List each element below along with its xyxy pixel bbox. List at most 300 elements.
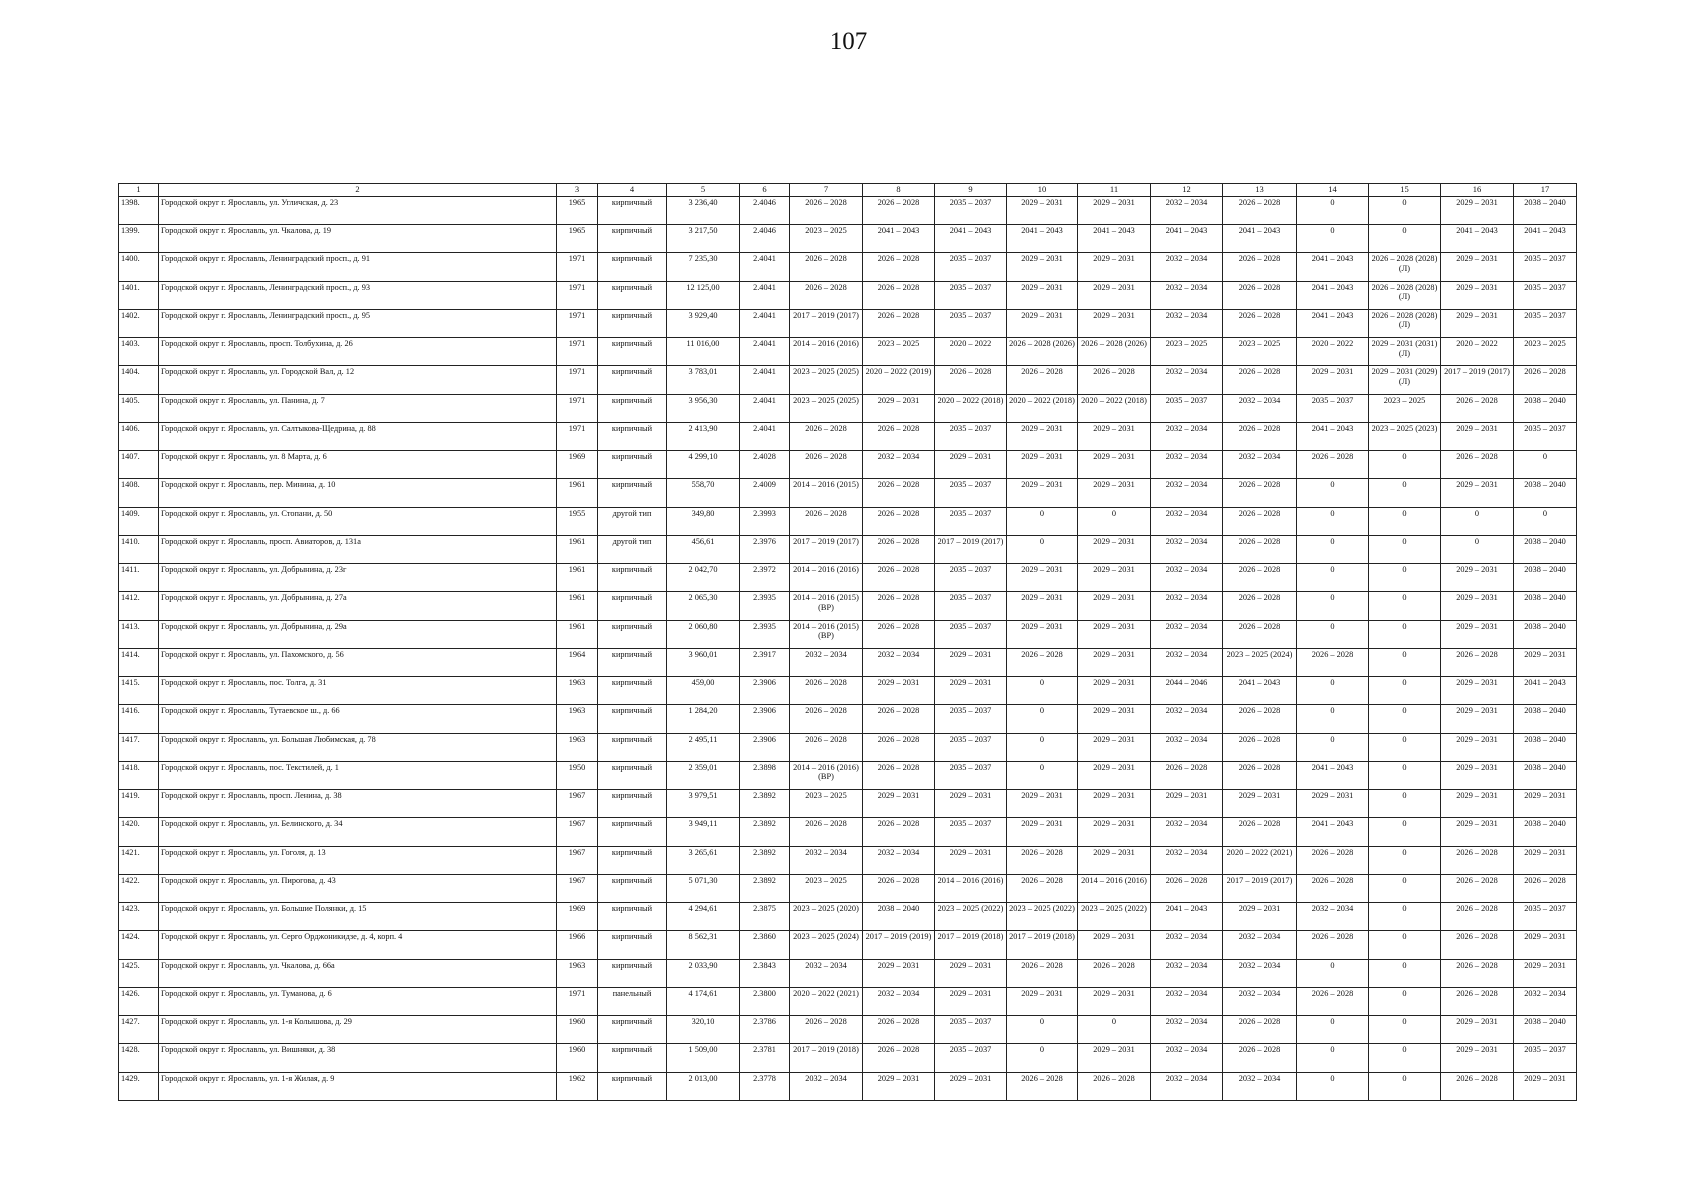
table-cell: 2026 – 2028 xyxy=(1223,620,1297,648)
table-cell: 2032 – 2034 xyxy=(863,451,935,479)
table-cell: 2029 – 2031 (2031) (Л) xyxy=(1369,338,1441,366)
table-cell: 2032 – 2034 xyxy=(1151,733,1223,761)
column-header: 12 xyxy=(1151,184,1223,197)
table-cell: 2026 – 2028 (2026) xyxy=(1078,338,1151,366)
table-cell: 2026 – 2028 xyxy=(1007,648,1078,676)
table-cell: кирпичный xyxy=(598,281,667,309)
table-cell: 2026 – 2028 xyxy=(863,874,935,902)
table-cell: 1963 xyxy=(557,733,598,761)
table-cell: 2032 – 2034 xyxy=(1151,846,1223,874)
table-cell: 1967 xyxy=(557,874,598,902)
table-row xyxy=(119,677,1577,705)
table-cell: 2029 – 2031 xyxy=(1078,818,1151,846)
table-cell: Городской округ г. Ярославль, ул. 1-я Колышова, д. 29 xyxy=(159,1016,557,1044)
table-cell: 2029 – 2031 xyxy=(1078,1044,1151,1072)
table-cell: 2032 – 2034 xyxy=(1151,648,1223,676)
column-header: 2 xyxy=(159,184,557,197)
table-cell: 2026 – 2028 xyxy=(1297,987,1369,1015)
table-cell: 1428. xyxy=(119,1044,159,1072)
table-cell: 2026 – 2028 xyxy=(935,366,1007,394)
table-cell: Городской округ г. Ярославль, пер. Минина, д. 10 xyxy=(159,479,557,507)
table-cell: другой тип xyxy=(598,507,667,535)
column-header: 4 xyxy=(598,184,667,197)
table-cell: 2026 – 2028 xyxy=(1441,451,1514,479)
table-cell: 2026 – 2028 xyxy=(1223,281,1297,309)
table-cell: 2026 – 2028 xyxy=(863,761,935,789)
table-cell: 0 xyxy=(1297,479,1369,507)
table-cell: 2029 – 2031 xyxy=(1007,818,1078,846)
table-cell: Городской округ г. Ярославль, просп. Толбухина, д. 26 xyxy=(159,338,557,366)
table-cell: 0 xyxy=(1441,507,1514,535)
table-cell: 3 236,40 xyxy=(667,196,740,224)
table-cell: кирпичный xyxy=(598,790,667,818)
table-cell: 2032 – 2034 xyxy=(1223,987,1297,1015)
table-cell: кирпичный xyxy=(598,225,667,253)
table-cell: 0 xyxy=(1369,1072,1441,1100)
table-cell: 2026 – 2028 xyxy=(1007,874,1078,902)
table-cell: 0 xyxy=(1007,1044,1078,1072)
table-cell: 0 xyxy=(1078,1016,1151,1044)
table-cell: 2026 – 2028 xyxy=(790,253,863,281)
table-cell: 2032 – 2034 xyxy=(1151,987,1223,1015)
table-cell: 2029 – 2031 xyxy=(1514,648,1577,676)
table-cell: 0 xyxy=(1297,677,1369,705)
table-cell: 2038 – 2040 xyxy=(1514,564,1577,592)
column-header: 9 xyxy=(935,184,1007,197)
table-cell: 0 xyxy=(1297,535,1369,563)
table-row xyxy=(119,1072,1577,1100)
table-cell: 0 xyxy=(1007,761,1078,789)
table-cell: 2026 – 2028 xyxy=(863,507,935,535)
table-cell: кирпичный xyxy=(598,620,667,648)
table-cell: 0 xyxy=(1369,535,1441,563)
table-cell: Городской округ г. Ярославль, ул. Добрынина, д. 23г xyxy=(159,564,557,592)
table-cell: 0 xyxy=(1369,564,1441,592)
table-cell: 0 xyxy=(1369,451,1441,479)
table-cell: 2023 – 2025 (2024) xyxy=(1223,648,1297,676)
table-cell: 2026 – 2028 xyxy=(1078,959,1151,987)
column-header: 15 xyxy=(1369,184,1441,197)
table-cell: 2029 – 2031 xyxy=(863,1072,935,1100)
table-cell: 2.3875 xyxy=(740,903,790,931)
table-cell: 2023 – 2025 xyxy=(1369,394,1441,422)
table-cell: 2026 – 2028 xyxy=(863,733,935,761)
table-cell: 3 783,01 xyxy=(667,366,740,394)
table-cell: 2029 – 2031 xyxy=(1441,564,1514,592)
table-cell: 2026 – 2028 xyxy=(1007,1072,1078,1100)
table-cell: 2 060,80 xyxy=(667,620,740,648)
table-cell: 2035 – 2037 xyxy=(935,818,1007,846)
table-cell: 2038 – 2040 xyxy=(1514,196,1577,224)
table-cell: 2029 – 2031 xyxy=(1441,253,1514,281)
table-cell: кирпичный xyxy=(598,733,667,761)
table-cell: 2041 – 2043 xyxy=(935,225,1007,253)
table-cell: 2026 – 2028 xyxy=(1223,366,1297,394)
table-cell: 2.4041 xyxy=(740,338,790,366)
table-cell: Городской округ г. Ярославль, ул. 1-я Жилая, д. 9 xyxy=(159,1072,557,1100)
table-cell: 2.3976 xyxy=(740,535,790,563)
table-cell: 1961 xyxy=(557,564,598,592)
table-cell: 2017 – 2019 (2017) xyxy=(1223,874,1297,902)
table-cell: 2.4028 xyxy=(740,451,790,479)
table-cell: кирпичный xyxy=(598,874,667,902)
table-cell: 2017 – 2019 (2018) xyxy=(790,1044,863,1072)
table-cell: Городской округ г. Ярославль, ул. 8 Марта, д. 6 xyxy=(159,451,557,479)
table-cell: 2.4041 xyxy=(740,281,790,309)
table-cell: 1966 xyxy=(557,931,598,959)
table-cell: 2035 – 2037 xyxy=(935,479,1007,507)
table-cell: 2026 – 2028 xyxy=(1441,874,1514,902)
table-cell: 2.3800 xyxy=(740,987,790,1015)
column-header: 7 xyxy=(790,184,863,197)
column-header: 14 xyxy=(1297,184,1369,197)
table-cell: Городской округ г. Ярославль, Ленинградский просп., д. 91 xyxy=(159,253,557,281)
table-cell: 2035 – 2037 xyxy=(935,592,1007,620)
table-cell: панельный xyxy=(598,987,667,1015)
table-cell: 1963 xyxy=(557,677,598,705)
table-cell: 2032 – 2034 xyxy=(1151,479,1223,507)
table-cell: 2029 – 2031 xyxy=(1078,309,1151,337)
table-cell: кирпичный xyxy=(598,903,667,931)
table-cell: 2026 – 2028 xyxy=(1441,648,1514,676)
table-cell: 2029 – 2031 (2029) (Л) xyxy=(1369,366,1441,394)
table-cell: 1399. xyxy=(119,225,159,253)
table-cell: 2026 – 2028 xyxy=(790,705,863,733)
table-cell: 2029 – 2031 xyxy=(1441,790,1514,818)
table-cell: 2026 – 2028 xyxy=(863,535,935,563)
table-cell: 2026 – 2028 xyxy=(863,281,935,309)
table-cell: 2029 – 2031 xyxy=(1078,677,1151,705)
table-cell: 2026 – 2028 xyxy=(790,281,863,309)
table-cell: 2029 – 2031 xyxy=(1078,987,1151,1015)
table-cell: 1971 xyxy=(557,281,598,309)
table-cell: 2029 – 2031 xyxy=(1441,592,1514,620)
table-cell: 2032 – 2034 xyxy=(790,1072,863,1100)
table-cell: 2029 – 2031 xyxy=(1078,592,1151,620)
table-cell: 2032 – 2034 xyxy=(790,846,863,874)
table-cell: 1969 xyxy=(557,903,598,931)
table-cell: 2041 – 2043 xyxy=(1078,225,1151,253)
table-cell: 2044 – 2046 xyxy=(1151,677,1223,705)
table-cell: 2035 – 2037 xyxy=(1514,1044,1577,1072)
table-cell: кирпичный xyxy=(598,677,667,705)
table-row xyxy=(119,507,1577,535)
table-cell: 0 xyxy=(1297,564,1369,592)
table-cell: 0 xyxy=(1297,196,1369,224)
table-cell: 2032 – 2034 xyxy=(863,846,935,874)
table-cell: 1971 xyxy=(557,394,598,422)
table-cell: 2038 – 2040 xyxy=(1514,705,1577,733)
table-cell: кирпичный xyxy=(598,564,667,592)
table-cell: 0 xyxy=(1369,846,1441,874)
table-cell: 2026 – 2028 xyxy=(863,705,935,733)
table-cell: 0 xyxy=(1007,733,1078,761)
table-cell: 2035 – 2037 xyxy=(935,281,1007,309)
table-cell: 2026 – 2028 xyxy=(1223,1044,1297,1072)
table-cell: 0 xyxy=(1369,790,1441,818)
table-cell: 2029 – 2031 xyxy=(1007,196,1078,224)
table-cell: 2035 – 2037 xyxy=(935,1044,1007,1072)
table-cell: Городской округ г. Ярославль, Ленинградский просп., д. 93 xyxy=(159,281,557,309)
table-cell: 0 xyxy=(1369,761,1441,789)
table-cell: 1421. xyxy=(119,846,159,874)
table-cell: 2014 – 2016 (2016) xyxy=(790,338,863,366)
table-cell: 2029 – 2031 xyxy=(935,987,1007,1015)
table-cell: 2032 – 2034 xyxy=(1151,535,1223,563)
table-cell: Городской округ г. Ярославль, ул. Серго Орджоникидзе, д. 4, корп. 4 xyxy=(159,931,557,959)
table-cell: 2032 – 2034 xyxy=(1151,620,1223,648)
table-cell: 2032 – 2034 xyxy=(790,648,863,676)
table-cell: Городской округ г. Ярославль, ул. Большие Полянки, д. 15 xyxy=(159,903,557,931)
column-header: 16 xyxy=(1441,184,1514,197)
table-cell: кирпичный xyxy=(598,818,667,846)
table-cell: 0 xyxy=(1369,987,1441,1015)
table-cell: 2038 – 2040 xyxy=(1514,535,1577,563)
table-cell: 2026 – 2028 xyxy=(863,564,935,592)
table-cell: 2029 – 2031 xyxy=(1078,846,1151,874)
table-cell: 2.3843 xyxy=(740,959,790,987)
table-cell: 2029 – 2031 xyxy=(1078,281,1151,309)
table-cell: 2026 – 2028 xyxy=(863,1044,935,1072)
table-cell: 2032 – 2034 xyxy=(1151,705,1223,733)
table-cell: 2029 – 2031 xyxy=(1007,451,1078,479)
table-cell: 2029 – 2031 xyxy=(1007,790,1078,818)
table-cell: 1 284,20 xyxy=(667,705,740,733)
table-cell: 2038 – 2040 xyxy=(1514,479,1577,507)
table-cell: 2026 – 2028 xyxy=(790,507,863,535)
table-cell: 2035 – 2037 xyxy=(935,507,1007,535)
table-cell: 2032 – 2034 xyxy=(1514,987,1577,1015)
table-cell: 2020 – 2022 (2018) xyxy=(1007,394,1078,422)
table-cell: 2029 – 2031 xyxy=(1078,790,1151,818)
table-cell: 0 xyxy=(1007,535,1078,563)
table-cell: 2032 – 2034 xyxy=(1151,281,1223,309)
table-row xyxy=(119,903,1577,931)
table-cell: 2029 – 2031 xyxy=(863,959,935,987)
table-cell: 2026 – 2028 xyxy=(1297,931,1369,959)
table-row xyxy=(119,394,1577,422)
table-cell: 2026 – 2028 xyxy=(1441,1072,1514,1100)
table-cell: 2026 – 2028 xyxy=(1223,705,1297,733)
table-cell: 2.3972 xyxy=(740,564,790,592)
table-row xyxy=(119,874,1577,902)
table-cell: 2029 – 2031 xyxy=(1007,253,1078,281)
table-row xyxy=(119,1016,1577,1044)
table-cell: 2032 – 2034 xyxy=(1151,931,1223,959)
table-cell: 2.3906 xyxy=(740,705,790,733)
table-cell: 0 xyxy=(1514,507,1577,535)
table-cell: 2032 – 2034 xyxy=(1151,451,1223,479)
table-cell: 0 xyxy=(1369,818,1441,846)
table-cell: 1412. xyxy=(119,592,159,620)
table-cell: 0 xyxy=(1514,451,1577,479)
table-cell: 2035 – 2037 xyxy=(935,253,1007,281)
table-cell: 0 xyxy=(1007,677,1078,705)
table-cell: Городской округ г. Ярославль, ул. Чкалова, д. 19 xyxy=(159,225,557,253)
table-cell: 2.4041 xyxy=(740,309,790,337)
table-cell: 2026 – 2028 xyxy=(790,451,863,479)
table-row xyxy=(119,366,1577,394)
table-cell: 2026 – 2028 xyxy=(1223,592,1297,620)
table-cell: 12 125,00 xyxy=(667,281,740,309)
table-cell: 0 xyxy=(1369,959,1441,987)
table-cell: 2020 – 2022 (2021) xyxy=(1223,846,1297,874)
table-cell: 2029 – 2031 xyxy=(935,451,1007,479)
table-cell: 1960 xyxy=(557,1044,598,1072)
table-cell: 1400. xyxy=(119,253,159,281)
table-cell: 2023 – 2025 xyxy=(1223,338,1297,366)
table-cell: 3 265,61 xyxy=(667,846,740,874)
table-cell: 2026 – 2028 xyxy=(863,422,935,450)
table-cell: 2029 – 2031 xyxy=(1223,790,1297,818)
table-cell: Городской округ г. Ярославль, ул. Белинского, д. 34 xyxy=(159,818,557,846)
table-cell: 2026 – 2028 xyxy=(1223,818,1297,846)
table-cell: 2026 – 2028 xyxy=(1223,309,1297,337)
table-cell: кирпичный xyxy=(598,846,667,874)
table-cell: 2032 – 2034 xyxy=(1151,1016,1223,1044)
table-cell: 2014 – 2016 (2015) xyxy=(790,479,863,507)
table-cell: Городской округ г. Ярославль, ул. Вишняки, д. 38 xyxy=(159,1044,557,1072)
table-cell: 2023 – 2025 xyxy=(790,790,863,818)
table-cell: 1426. xyxy=(119,987,159,1015)
table-row xyxy=(119,733,1577,761)
table-cell: 1413. xyxy=(119,620,159,648)
table-row xyxy=(119,338,1577,366)
table-cell: 2026 – 2028 xyxy=(1078,366,1151,394)
table-cell: 349,80 xyxy=(667,507,740,535)
table-cell: 1971 xyxy=(557,422,598,450)
table-cell: 1425. xyxy=(119,959,159,987)
table-row xyxy=(119,281,1577,309)
column-header: 5 xyxy=(667,184,740,197)
column-header: 17 xyxy=(1514,184,1577,197)
table-cell: 2029 – 2031 xyxy=(1078,451,1151,479)
table-cell: 2026 – 2028 xyxy=(1441,394,1514,422)
table-cell: 2029 – 2031 xyxy=(1078,761,1151,789)
table-cell: 459,00 xyxy=(667,677,740,705)
table-cell: 2.3778 xyxy=(740,1072,790,1100)
table-cell: 2 413,90 xyxy=(667,422,740,450)
table-cell: 2035 – 2037 xyxy=(1514,309,1577,337)
table-cell: 2.3906 xyxy=(740,677,790,705)
table-cell: Городской округ г. Ярославль, ул. Пахомского, д. 56 xyxy=(159,648,557,676)
table-cell: 2035 – 2037 xyxy=(935,1016,1007,1044)
table-cell: 0 xyxy=(1297,592,1369,620)
table-cell: 2029 – 2031 xyxy=(1007,564,1078,592)
table-cell: 2029 – 2031 xyxy=(1441,705,1514,733)
column-header: 10 xyxy=(1007,184,1078,197)
table-cell: 2029 – 2031 xyxy=(1078,196,1151,224)
table-cell: 2035 – 2037 xyxy=(935,422,1007,450)
table-cell: 3 979,51 xyxy=(667,790,740,818)
table-cell: кирпичный xyxy=(598,761,667,789)
table-cell: 2035 – 2037 xyxy=(935,620,1007,648)
table-cell: 1971 xyxy=(557,309,598,337)
table-cell: 2035 – 2037 xyxy=(935,705,1007,733)
table-cell: 0 xyxy=(1007,1016,1078,1044)
table-cell: Городской округ г. Ярославль, ул. Большая Любимская, д. 78 xyxy=(159,733,557,761)
table-cell: 1424. xyxy=(119,931,159,959)
table-cell: 1960 xyxy=(557,1016,598,1044)
table-row xyxy=(119,959,1577,987)
table-cell: 2038 – 2040 xyxy=(1514,818,1577,846)
table-cell: 1955 xyxy=(557,507,598,535)
table-cell: 2029 – 2031 xyxy=(935,846,1007,874)
table-cell: 2035 – 2037 xyxy=(935,733,1007,761)
table-cell: 2026 – 2028 xyxy=(1223,535,1297,563)
table-cell: 2020 – 2022 (2018) xyxy=(935,394,1007,422)
table-cell: кирпичный xyxy=(598,1044,667,1072)
table-cell: 2026 – 2028 xyxy=(1007,846,1078,874)
table-cell: 2.3917 xyxy=(740,648,790,676)
table-cell: 2041 – 2043 xyxy=(1297,818,1369,846)
table-row xyxy=(119,225,1577,253)
table-cell: 2020 – 2022 (2018) xyxy=(1078,394,1151,422)
table-cell: 2026 – 2028 xyxy=(1441,903,1514,931)
table-cell: 2029 – 2031 xyxy=(1441,309,1514,337)
table-cell: 0 xyxy=(1007,705,1078,733)
table-cell: 2032 – 2034 xyxy=(1151,422,1223,450)
table-cell: 2038 – 2040 xyxy=(1514,1016,1577,1044)
table-cell: 2038 – 2040 xyxy=(1514,394,1577,422)
table-cell: 2023 – 2025 (2025) xyxy=(790,394,863,422)
table-cell: 2035 – 2037 xyxy=(935,196,1007,224)
table-cell: 2026 – 2028 xyxy=(1297,451,1369,479)
table-cell: 2026 – 2028 xyxy=(1223,564,1297,592)
table-cell: 2026 – 2028 xyxy=(1007,366,1078,394)
table-cell: 2026 – 2028 xyxy=(1223,253,1297,281)
table-cell: 2017 – 2019 (2018) xyxy=(935,931,1007,959)
table-cell: 0 xyxy=(1369,705,1441,733)
table-cell: 0 xyxy=(1369,874,1441,902)
table-cell: 2032 – 2034 xyxy=(1151,196,1223,224)
table-cell: 0 xyxy=(1297,705,1369,733)
table-cell: 2026 – 2028 xyxy=(1441,987,1514,1015)
table-cell: 2026 – 2028 xyxy=(1297,648,1369,676)
table-cell: 1971 xyxy=(557,253,598,281)
table-row xyxy=(119,620,1577,648)
table-cell: 2032 – 2034 xyxy=(1223,959,1297,987)
table-cell: 2023 – 2025 (2025) xyxy=(790,366,863,394)
table-cell: 1422. xyxy=(119,874,159,902)
table-cell: 2041 – 2043 xyxy=(1297,309,1369,337)
table-cell: 2029 – 2031 xyxy=(1514,846,1577,874)
table-cell: 1950 xyxy=(557,761,598,789)
table-cell: 1408. xyxy=(119,479,159,507)
table-cell: 2026 – 2028 xyxy=(863,196,935,224)
table-cell: 2.3786 xyxy=(740,1016,790,1044)
table-cell: 2026 – 2028 (2026) xyxy=(1007,338,1078,366)
table-cell: 0 xyxy=(1078,507,1151,535)
table-cell: 2023 – 2025 xyxy=(790,225,863,253)
table-row xyxy=(119,846,1577,874)
table-cell: 2026 – 2028 xyxy=(1514,874,1577,902)
table-cell: 2041 – 2043 xyxy=(1514,225,1577,253)
table-cell: 2026 – 2028 xyxy=(1297,846,1369,874)
table-cell: 2041 – 2043 xyxy=(1007,225,1078,253)
table-cell: 2041 – 2043 xyxy=(1223,677,1297,705)
table-cell: 3 949,11 xyxy=(667,818,740,846)
table-cell: 2029 – 2031 xyxy=(1297,790,1369,818)
table-cell: 2032 – 2034 xyxy=(1223,1072,1297,1100)
column-header: 13 xyxy=(1223,184,1297,197)
table-cell: 2032 – 2034 xyxy=(1151,309,1223,337)
table-row xyxy=(119,309,1577,337)
table-cell: 2035 – 2037 xyxy=(1514,422,1577,450)
table-cell: 2026 – 2028 xyxy=(863,620,935,648)
table-cell: кирпичный xyxy=(598,422,667,450)
table-cell: 2038 – 2040 xyxy=(863,903,935,931)
